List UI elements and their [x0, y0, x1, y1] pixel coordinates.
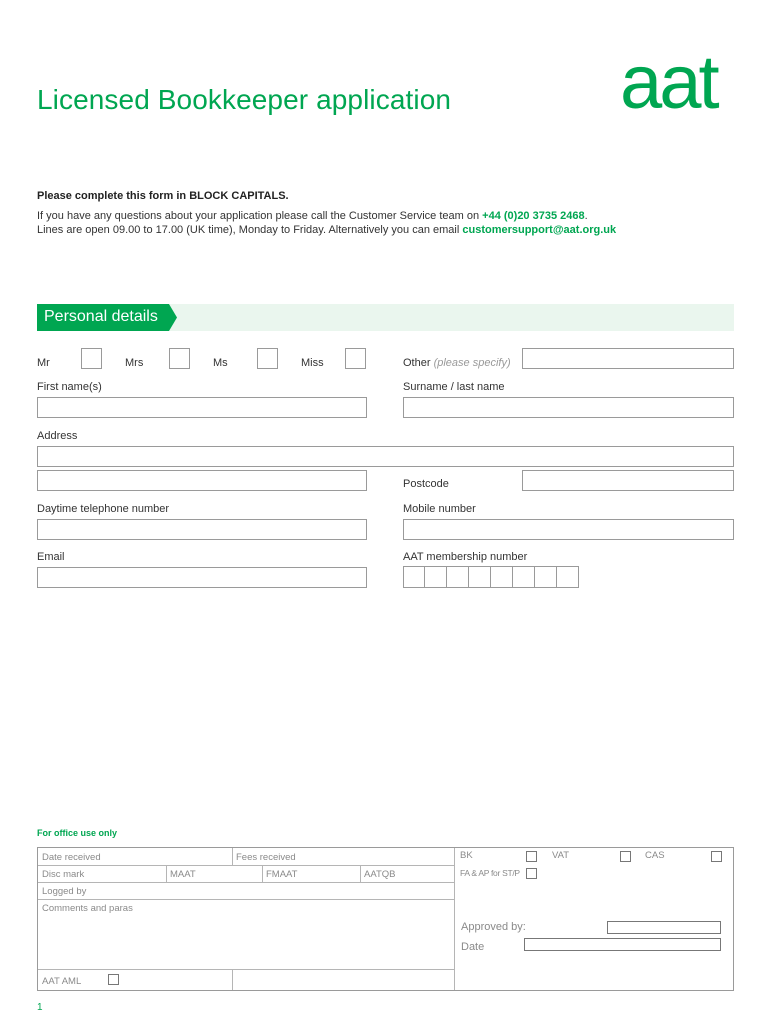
checkbox-ms[interactable]: [257, 348, 278, 369]
office-use-table: [37, 847, 734, 991]
maat-label: MAAT: [170, 869, 196, 880]
fa-ap-label: FA & AP for ST/P: [460, 868, 520, 878]
postcode-label: Postcode: [403, 478, 449, 490]
phone-number: +44 (0)20 3735 2468: [482, 210, 585, 222]
membership-digit-box[interactable]: [447, 566, 469, 588]
membership-number-label: AAT membership number: [403, 551, 528, 563]
other-title-field[interactable]: [522, 348, 734, 369]
bk-checkbox[interactable]: [526, 851, 537, 862]
membership-digit-box[interactable]: [513, 566, 535, 588]
office-divider: [232, 969, 233, 990]
office-divider: [38, 969, 454, 970]
office-divider: [38, 899, 454, 900]
approved-by-label: Approved by:: [461, 921, 526, 933]
office-divider: [360, 865, 361, 882]
surname-label: Surname / last name: [403, 381, 505, 393]
cas-label: CAS: [645, 850, 665, 861]
contact-line-1: If you have any questions about your application please call the Customer Service team on +44 (0)20 3735 2468.: [37, 210, 588, 222]
office-divider: [38, 882, 454, 883]
office-divider: [454, 848, 455, 990]
block-capitals-instruction: Please complete this form in BLOCK CAPITALS.: [37, 190, 289, 202]
membership-digit-box[interactable]: [535, 566, 557, 588]
svg-text:aat: aat: [620, 50, 717, 114]
office-use-title: For office use only: [37, 828, 118, 838]
membership-digit-box[interactable]: [403, 566, 425, 588]
membership-digit-box[interactable]: [469, 566, 491, 588]
membership-digit-box[interactable]: [491, 566, 513, 588]
vat-label: VAT: [552, 850, 570, 861]
daytime-phone-label: Daytime telephone number: [37, 503, 170, 515]
aat-logo: [620, 50, 736, 114]
vat-checkbox[interactable]: [620, 851, 631, 862]
address-line-2-field[interactable]: [37, 470, 367, 491]
title-label-ms: Ms: [213, 357, 228, 369]
office-divider: [262, 865, 263, 882]
date-received-label: Date received: [42, 852, 101, 863]
membership-digit-box[interactable]: [425, 566, 447, 588]
checkbox-mr[interactable]: [81, 348, 102, 369]
office-divider: [38, 865, 454, 866]
address-line-1-field[interactable]: [37, 446, 734, 467]
disc-mark-label: Disc mark: [42, 869, 85, 880]
surname-field[interactable]: [403, 397, 734, 418]
first-name-label: First name(s): [37, 381, 102, 393]
title-label-mr: Mr: [37, 357, 50, 369]
email-label: Email: [37, 551, 65, 563]
fmaat-label: FMAAT: [266, 869, 298, 880]
mobile-label: Mobile number: [403, 503, 476, 515]
section-title-personal-details: Personal details: [44, 308, 158, 325]
office-divider: [166, 865, 167, 882]
other-title-label: Other (please specify): [403, 357, 511, 369]
daytime-phone-field[interactable]: [37, 519, 367, 540]
comments-label: Comments and paras: [42, 903, 133, 914]
logged-by-label: Logged by: [42, 886, 87, 897]
contact-line-2: Lines are open 09.00 to 17.00 (UK time), Monday to Friday. Alternatively you can email customersupport@aat.org.uk: [37, 224, 617, 236]
first-name-field[interactable]: [37, 397, 367, 418]
checkbox-mrs[interactable]: [169, 348, 190, 369]
postcode-field[interactable]: [522, 470, 734, 491]
cas-checkbox[interactable]: [711, 851, 722, 862]
aatqb-label: AATQB: [364, 869, 396, 880]
membership-digit-box[interactable]: [557, 566, 579, 588]
page-number: 1: [37, 1002, 43, 1013]
fa-ap-checkbox[interactable]: [526, 868, 537, 879]
approval-date-field[interactable]: [524, 938, 721, 951]
approval-date-label: Date: [461, 941, 485, 953]
approved-by-field[interactable]: [607, 921, 721, 934]
fees-received-label: Fees received: [236, 852, 296, 863]
aat-aml-label: AAT AML: [42, 976, 82, 987]
checkbox-miss[interactable]: [345, 348, 366, 369]
bk-label: BK: [460, 850, 473, 861]
aat-aml-checkbox[interactable]: [108, 974, 119, 985]
address-label: Address: [37, 430, 78, 442]
office-divider: [232, 848, 233, 865]
support-email-link[interactable]: customersupport@aat.org.uk: [462, 224, 617, 236]
email-field[interactable]: [37, 567, 367, 588]
membership-number-field: [403, 566, 579, 588]
title-label-mrs: Mrs: [125, 357, 144, 369]
page-title: Licensed Bookkeeper application: [37, 84, 452, 115]
title-label-miss: Miss: [301, 357, 324, 369]
mobile-field[interactable]: [403, 519, 734, 540]
